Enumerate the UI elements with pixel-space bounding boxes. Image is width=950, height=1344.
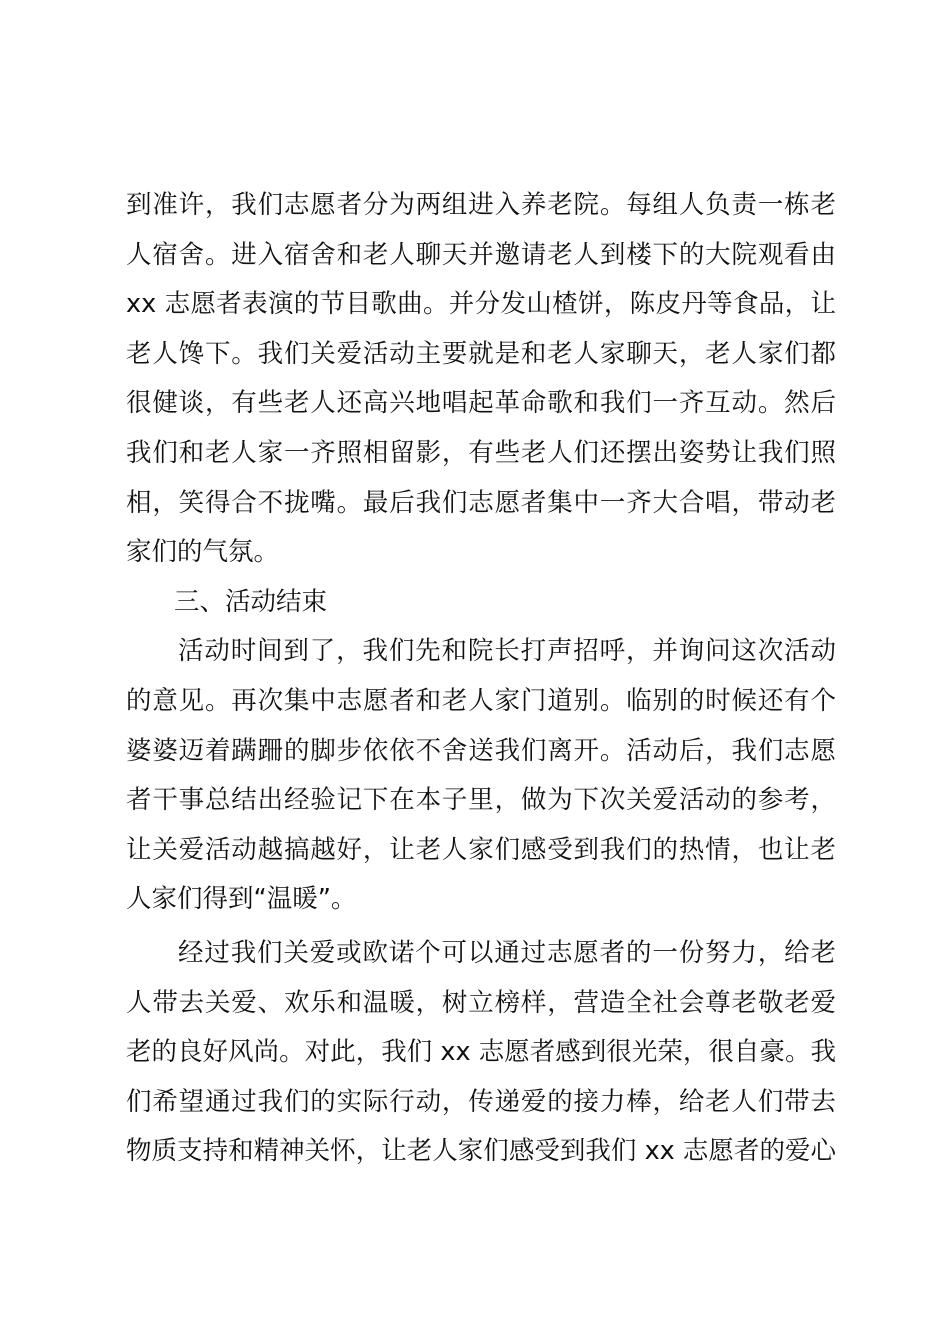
text-line: 很健谈，有些老人还高兴地唱起革命歌和我们一齐互动。然后 [126, 388, 836, 419]
text-line: 的意见。再次集中志愿者和老人家门道别。临别的时候还有个 [126, 685, 836, 716]
paragraph-activity-end [126, 627, 836, 925]
text-line: xx 志愿者表演的节目歌曲。并分发山楂饼，陈皮丹等食品，让 [126, 289, 836, 320]
document-body [126, 181, 836, 1177]
text-line: 人家们得到“温暖”。 [126, 884, 357, 915]
text-line: 家们的气氛。 [126, 537, 280, 568]
section-heading: 三、活动结束 [174, 586, 328, 617]
text-line: 老的良好风尚。对此，我们 xx 志愿者感到很光荣，很自豪。我 [126, 1037, 836, 1068]
text-line: 我们和老人家一齐照相留影，有些老人们还摆出姿势让我们照 [126, 437, 836, 468]
text-line: 活动时间到了，我们先和院长打声招呼，并询问这次活动 [178, 636, 836, 667]
text-line: 相，笑得合不拢嘴。最后我们志愿者集中一齐大合唱，带动老 [126, 487, 836, 518]
text-line: 到准许，我们志愿者分为两组进入养老院。每组人负责一栋老 [126, 190, 836, 220]
text-line: 婆婆迈着蹒跚的脚步依依不舍送我们离开。活动后，我们志愿 [126, 735, 836, 766]
text-line: 们希望通过我们的实际行动，传递爱的接力棒，给老人们带去 [126, 1086, 836, 1117]
paragraph-section-2-tail [126, 181, 836, 578]
text-line: 让关爱活动越搞越好，让老人家们感受到我们的热情，也让老 [126, 834, 836, 865]
text-line: 物质支持和精神关怀，让老人家们感受到我们 xx 志愿者的爱心 [126, 1136, 836, 1167]
paragraph-conclusion [126, 929, 836, 1177]
text-line: 老人馋下。我们关爱活动主要就是和老人家聊天，老人家们都 [126, 338, 836, 369]
text-line: 人带去关爱、欢乐和温暖，树立榜样，营造全社会尊老敬老爱 [126, 987, 836, 1018]
text-line: 经过我们关爱或欧诺个可以通过志愿者的一份努力，给老 [178, 937, 836, 968]
text-line: 者干事总结出经验记下在本子里，做为下次关爱活动的参考， [126, 785, 836, 816]
text-line: 人宿舍。进入宿舍和老人聊天并邀请老人到楼下的大院观看由 [126, 239, 836, 270]
